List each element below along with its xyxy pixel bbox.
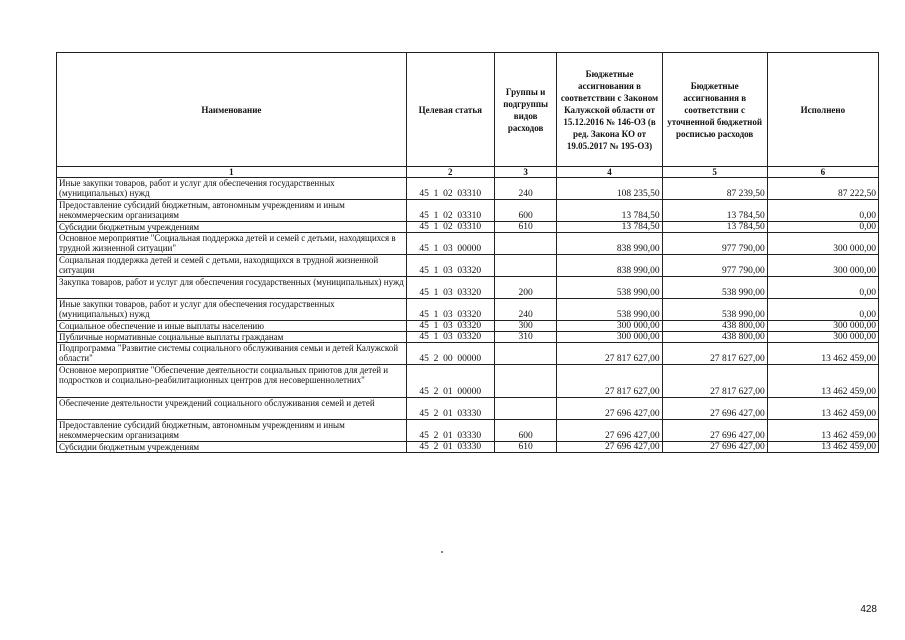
- row-refined-allocation-cell: 27 817 627,00: [662, 365, 767, 398]
- table-row: [57, 321, 879, 332]
- row-executed-cell: 300 000,00: [767, 233, 878, 255]
- row-law-allocation-cell: 108 235,50: [557, 178, 662, 200]
- column-number: 3: [494, 167, 557, 178]
- row-refined-allocation-cell: 27 696 427,00: [662, 398, 767, 420]
- row-refined-allocation-cell: 27 696 427,00: [662, 420, 767, 442]
- row-expense-group-cell: [494, 398, 557, 420]
- row-refined-allocation-cell: 13 784,50: [662, 222, 767, 233]
- row-target-article-cell: 45 2 01 00000: [406, 365, 494, 398]
- row-refined-allocation-cell: 27 817 627,00: [662, 343, 767, 365]
- row-name-cell: Субсидии бюджетным учреждениям: [57, 442, 407, 453]
- row-expense-group-cell: 300: [494, 321, 557, 332]
- table-row: [57, 365, 879, 398]
- page-number: 428: [860, 604, 877, 615]
- row-name-cell: Иные закупки товаров, работ и услуг для обеспечения государственных (муниципальных) нужд: [57, 299, 407, 321]
- row-refined-allocation-cell: 13 784,50: [662, 200, 767, 222]
- row-expense-group-cell: 610: [494, 222, 557, 233]
- row-law-allocation-cell: 27 817 627,00: [557, 365, 662, 398]
- table-row: [57, 398, 879, 420]
- row-executed-cell: 13 462 459,00: [767, 365, 878, 398]
- header-law-allocations: Бюджетные ассигнования в соответствии с Законом Калужской области от 15.12.2016 № 146-ОЗ (в ред. Закона КО от 19.05.2017 № 195-ОЗ): [557, 53, 662, 167]
- table-row: [57, 277, 879, 299]
- column-number: 5: [662, 167, 767, 178]
- row-executed-cell: 87 222,50: [767, 178, 878, 200]
- row-expense-group-cell: [494, 233, 557, 255]
- header-expense-groups: Группы и подгруппы видов расходов: [494, 53, 557, 167]
- table-row: [57, 255, 879, 277]
- row-law-allocation-cell: 27 696 427,00: [557, 420, 662, 442]
- row-law-allocation-cell: 538 990,00: [557, 277, 662, 299]
- column-number: 6: [767, 167, 878, 178]
- row-refined-allocation-cell: 538 990,00: [662, 299, 767, 321]
- header-refined-allocations: Бюджетные ассигнования в соответствии с уточненной бюджетной росписью расходов: [662, 53, 767, 167]
- table-row: [57, 222, 879, 233]
- row-law-allocation-cell: 27 696 427,00: [557, 398, 662, 420]
- row-target-article-cell: 45 1 03 03320: [406, 321, 494, 332]
- row-law-allocation-cell: 300 000,00: [557, 321, 662, 332]
- row-target-article-cell: 45 1 03 03320: [406, 332, 494, 343]
- row-target-article-cell: 45 2 01 03330: [406, 420, 494, 442]
- row-refined-allocation-cell: 977 790,00: [662, 255, 767, 277]
- row-name-cell: Предоставление субсидий бюджетным, автономным учреждениям и иным некоммерческим организациям: [57, 420, 407, 442]
- row-name-cell: Предоставление субсидий бюджетным, автономным учреждениям и иным некоммерческим организациям: [57, 200, 407, 222]
- row-expense-group-cell: 310: [494, 332, 557, 343]
- row-law-allocation-cell: 27 817 627,00: [557, 343, 662, 365]
- row-law-allocation-cell: 838 990,00: [557, 233, 662, 255]
- row-name-cell: Подпрограмма "Развитие системы социального обслуживания семьи и детей Калужской области": [57, 343, 407, 365]
- row-refined-allocation-cell: 438 800,00: [662, 332, 767, 343]
- row-executed-cell: 300 000,00: [767, 321, 878, 332]
- row-law-allocation-cell: 13 784,50: [557, 200, 662, 222]
- row-expense-group-cell: 240: [494, 178, 557, 200]
- row-expense-group-cell: [494, 255, 557, 277]
- row-law-allocation-cell: 538 990,00: [557, 299, 662, 321]
- row-target-article-cell: 45 1 02 03310: [406, 178, 494, 200]
- row-name-cell: Социальное обеспечение и иные выплаты населению: [57, 321, 407, 332]
- table-header-row: [57, 53, 879, 167]
- row-refined-allocation-cell: 87 239,50: [662, 178, 767, 200]
- row-executed-cell: 13 462 459,00: [767, 442, 878, 453]
- column-number: 2: [406, 167, 494, 178]
- row-expense-group-cell: 600: [494, 200, 557, 222]
- row-executed-cell: 0,00: [767, 299, 878, 321]
- row-target-article-cell: 45 1 02 03310: [406, 222, 494, 233]
- row-target-article-cell: 45 1 03 00000: [406, 233, 494, 255]
- row-refined-allocation-cell: 977 790,00: [662, 233, 767, 255]
- row-target-article-cell: 45 2 00 00000: [406, 343, 494, 365]
- row-target-article-cell: 45 1 02 03310: [406, 200, 494, 222]
- row-target-article-cell: 45 1 03 03320: [406, 255, 494, 277]
- row-law-allocation-cell: 13 784,50: [557, 222, 662, 233]
- table-body: [57, 178, 879, 453]
- row-expense-group-cell: 200: [494, 277, 557, 299]
- row-executed-cell: 0,00: [767, 277, 878, 299]
- row-executed-cell: 300 000,00: [767, 332, 878, 343]
- column-number: 1: [57, 167, 407, 178]
- header-name: Наименование: [57, 53, 407, 167]
- row-name-cell: Социальная поддержка детей и семей с детьми, находящихся в трудной жизненной ситуации: [57, 255, 407, 277]
- row-law-allocation-cell: 300 000,00: [557, 332, 662, 343]
- row-name-cell: Закупка товаров, работ и услуг для обеспечения государственных (муниципальных) нужд: [57, 277, 407, 299]
- header-target-article: Целевая статья: [406, 53, 494, 167]
- row-name-cell: Обеспечение деятельности учреждений социального обслуживания семей и детей: [57, 398, 407, 420]
- table-row: [57, 332, 879, 343]
- row-executed-cell: 13 462 459,00: [767, 420, 878, 442]
- row-executed-cell: 0,00: [767, 200, 878, 222]
- header-executed: Исполнено: [767, 53, 878, 167]
- row-name-cell: Публичные нормативные социальные выплаты гражданам: [57, 332, 407, 343]
- row-executed-cell: 0,00: [767, 222, 878, 233]
- row-expense-group-cell: 600: [494, 420, 557, 442]
- budget-execution-table: [56, 52, 879, 453]
- row-expense-group-cell: [494, 365, 557, 398]
- row-refined-allocation-cell: 27 696 427,00: [662, 442, 767, 453]
- row-expense-group-cell: [494, 343, 557, 365]
- row-target-article-cell: 45 2 01 03330: [406, 398, 494, 420]
- table-row: [57, 233, 879, 255]
- row-name-cell: Основное мероприятие "Социальная поддержка детей и семей с детьми, находящихся в трудной жизненной ситуации": [57, 233, 407, 255]
- row-target-article-cell: 45 1 03 03320: [406, 277, 494, 299]
- row-name-cell: Субсидии бюджетным учреждениям: [57, 222, 407, 233]
- row-law-allocation-cell: 27 696 427,00: [557, 442, 662, 453]
- row-expense-group-cell: 240: [494, 299, 557, 321]
- table-row: [57, 343, 879, 365]
- table-row: [57, 420, 879, 442]
- row-executed-cell: 300 000,00: [767, 255, 878, 277]
- row-name-cell: Основное мероприятие "Обеспечение деятельности социальных приютов для детей и подростков и социально-реабилитационных центров для несовершеннолетних": [57, 365, 407, 398]
- row-law-allocation-cell: 838 990,00: [557, 255, 662, 277]
- table-row: [57, 442, 879, 453]
- row-refined-allocation-cell: 538 990,00: [662, 277, 767, 299]
- row-target-article-cell: 45 2 01 03330: [406, 442, 494, 453]
- row-name-cell: Иные закупки товаров, работ и услуг для обеспечения государственных (муниципальных) нужд: [57, 178, 407, 200]
- row-refined-allocation-cell: 438 800,00: [662, 321, 767, 332]
- row-target-article-cell: 45 1 03 03320: [406, 299, 494, 321]
- row-executed-cell: 13 462 459,00: [767, 398, 878, 420]
- row-executed-cell: 13 462 459,00: [767, 343, 878, 365]
- row-expense-group-cell: 610: [494, 442, 557, 453]
- table-row: [57, 200, 879, 222]
- scan-speck: [441, 551, 443, 553]
- column-number: 4: [557, 167, 662, 178]
- table-row: [57, 178, 879, 200]
- table-row: [57, 299, 879, 321]
- column-number-row: [57, 167, 879, 178]
